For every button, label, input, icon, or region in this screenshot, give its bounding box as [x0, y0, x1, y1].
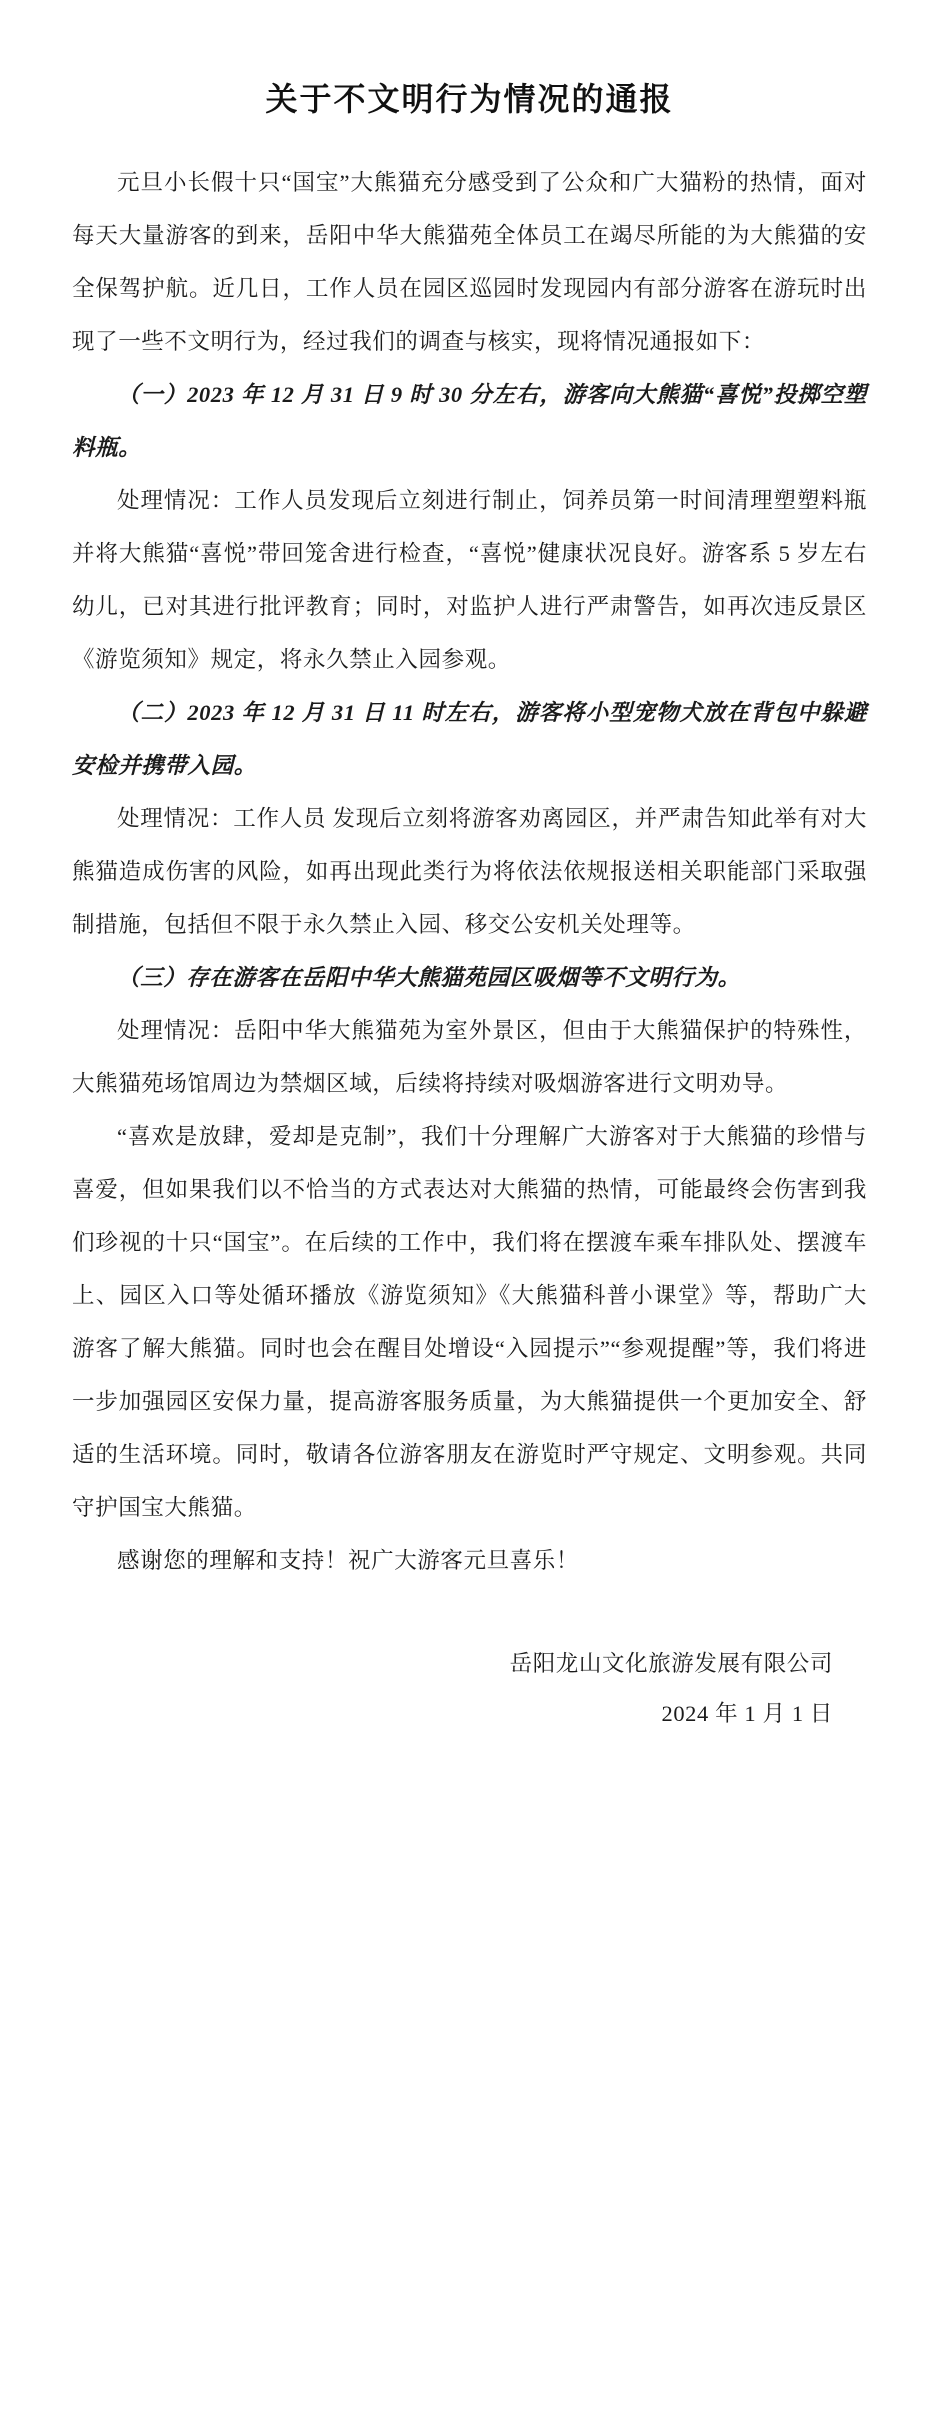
- document-body: [72, 156, 867, 1587]
- paragraph-thanks: 感谢您的理解和支持！祝广大游客元旦喜乐！: [117, 1548, 580, 1573]
- signature-block: [72, 1639, 867, 1739]
- paragraph-incident-two-response: 处理情况：工作人员 发现后立刻将游客劝离园区，并严肃告知此举有对大熊猫造成伤害的风险，如再出现此类行为将依法依规报送相关职能部门采取强制措施，包括但不限于永久禁止入园、移交公安机关处理等。: [72, 806, 867, 937]
- paragraph-incident-one-response: 处理情况：工作人员发现后立刻进行制止，饲养员第一时间清理塑塑料瓶并将大熊猫“喜悦”带回笼舍进行检查，“喜悦”健康状况良好。游客系 5 岁左右幼儿，已对其进行批评教育；同时，对监护人进行严肃警告，如再次违反景区《游览须知》规定，将永久禁止入园参观。: [72, 488, 867, 672]
- paragraph-closing-statement: “喜欢是放肆，爱却是克制”，我们十分理解广大游客对于大熊猫的珍惜与喜爱，但如果我们以不恰当的方式表达对大熊猫的热情，可能最终会伤害到我们珍视的十只“国宝”。在后续的工作中，我们将在摆渡车乘车排队处、摆渡车上、园区入口等处循环播放《游览须知》《大熊猫科普小课堂》等，帮助广大游客了解大熊猫。同时也会在醒目处增设“入园提示”“参观提醒”等，我们将进一步加强园区安保力量，提高游客服务质量，为大熊猫提供一个更加安全、舒适的生活环境。同时，敬请各位游客朋友在游览时严守规定、文明参观。共同守护国宝大熊猫。: [72, 1124, 867, 1520]
- paragraph-incident-three-heading: （三）存在游客在岳阳中华大熊猫苑园区吸烟等不文明行为。: [117, 965, 741, 990]
- paragraph-intro: 元旦小长假十只“国宝”大熊猫充分感受到了公众和广大猫粉的热情，面对每天大量游客的到来，岳阳中华大熊猫苑全体员工在竭尽所能的为大熊猫的安全保驾护航。近几日，工作人员在园区巡园时发现园内有部分游客在游玩时出现了一些不文明行为，经过我们的调查与核实，现将情况通报如下：: [72, 170, 867, 354]
- page-title: 关于不文明行为情况的通报: [265, 81, 674, 117]
- paragraph-incident-two-heading: （二）2023 年 12 月 31 日 11 时左右，游客将小型宠物犬放在背包中躲避安检并携带入园。: [72, 700, 867, 778]
- paragraph-incident-one-heading: （一）2023 年 12 月 31 日 9 时 30 分左右，游客向大熊猫“喜悦”投掷空塑料瓶。: [72, 382, 867, 460]
- signature-company: 岳阳龙山文化旅游发展有限公司: [509, 1651, 833, 1676]
- signature-date: 2024 年 1 月 1 日: [661, 1701, 833, 1726]
- paragraph-incident-three-response: 处理情况：岳阳中华大熊猫苑为室外景区，但由于大熊猫保护的特殊性，大熊猫苑场馆周边为禁烟区域，后续将持续对吸烟游客进行文明劝导。: [72, 1018, 867, 1096]
